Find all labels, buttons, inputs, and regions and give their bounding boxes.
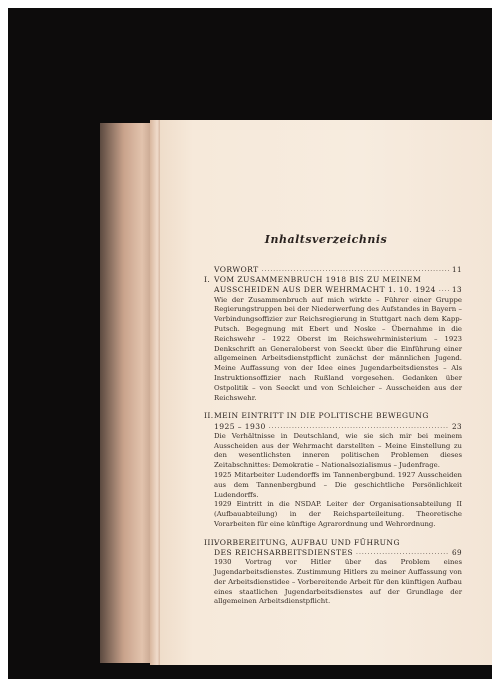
- toc-entry-chapter-1: [204, 275, 462, 403]
- contents-page: [160, 120, 492, 665]
- toc-summary: 1930 Vortrag vor Hitler über das Problem eines Jugendarbeitsdienstes. Zustimmung Hitlers zu meiner Auffassung von der Arbeitsdienstidee – Vorbereitende Arbeit für den künftigen Aufbau eines staatlichen Jugendarbeitsdienstes auf der Grundlage der allgemeinen Arbeitsdienstpflicht.: [214, 558, 462, 606]
- toc-heading-row: [204, 265, 462, 275]
- toc-entry-vorwort: [204, 265, 462, 275]
- toc-heading-row-2: [204, 422, 462, 432]
- toc-summary: Wie der Zusammenbruch auf mich wirkte – Führer einer Gruppe Regierungstruppen bei der Niederwerfung des Aufstandes in Bayern – Verbindungsoffizier zur Reichsregierung in Stuttgart nach dem Kapp-Putsch. Begegnung mit Ebert und Noske – Übernahme in die Reichswehr – 1922 Oberst im Reichswehrministerium – 1923 Denkschrift an Generaloberst von Seeckt über die Einführung einer allgemeinen Arbeitsdienstpflicht zunächst der männlichen Jugend. Meine Auffassung von der Idee eines Jugendarbeitsdienstes – Als Instruktionsoffizier nach Rußland vorgesehen. Gedanken über Ostpolitik – von Seeckt und von Schleicher – Ausscheiden aus der Reichswehr.: [214, 295, 462, 402]
- toc-entry-chapter-3: [204, 538, 462, 607]
- toc-page-number: 13: [452, 285, 462, 295]
- toc-leader-dots: [269, 422, 449, 432]
- toc-heading-row: [204, 411, 462, 421]
- table-of-contents: [204, 265, 462, 607]
- toc-summary: Die Verhältnisse in Deutschland, wie sie sich mir bei meinem Ausscheiden aus der Wehrmacht darstellten – Meine Einstellung zu den wesentlichsten inneren politischen Problemen dieses Zeitabschnittes: Demokratie – Nationalsozialismus – Judenfrage.: [214, 431, 462, 470]
- page-title: Inhaltsverzeichnis: [264, 233, 388, 246]
- toc-heading: MEIN EINTRITT IN DIE POLITISCHE BEWEGUNG: [214, 411, 429, 421]
- toc-heading-row: [204, 275, 462, 285]
- toc-heading: VOM ZUSAMMENBRUCH 1918 BIS ZU MEINEM: [214, 275, 422, 285]
- toc-leader-dots: [356, 548, 449, 558]
- toc-numeral: II.: [204, 411, 214, 421]
- toc-summary-2: 1925 Mitarbeiter Ludendorffs im Tannenbergbund. 1927 Ausscheiden aus dem Tannenbergbund – Die geschichtliche Persönlichkeit Ludendorffs.: [214, 470, 462, 499]
- toc-numeral: III.: [204, 537, 218, 547]
- toc-heading-continued: DES REICHSARBEITSDIENSTES: [214, 547, 354, 557]
- toc-page-number: 11: [452, 265, 462, 274]
- toc-heading-row-2: [204, 548, 462, 558]
- toc-heading: VORWORT: [214, 265, 259, 274]
- toc-heading-row: [204, 538, 462, 548]
- toc-leader-dots: [439, 285, 449, 295]
- toc-heading-continued: AUSSCHEIDEN AUS DER WEHRMACHT 1. 10. 1924: [214, 285, 436, 295]
- toc-entry-chapter-2: [204, 411, 462, 529]
- toc-summary-3: 1929 Eintritt in die NSDAP. Leiter der Organisationsabteilung II (Aufbauabteilung) in der Reichsparteileitung. Theoretische Vorarbeiten für eine künftige Agrarordnung und Wehrordnung.: [214, 500, 462, 528]
- toc-leader-dots: [262, 265, 449, 275]
- toc-page-number: 69: [452, 547, 462, 557]
- toc-numeral: I.: [204, 275, 211, 285]
- toc-page-number: 23: [452, 421, 462, 431]
- toc-heading: VORBEREITUNG, AUFBAU UND FÜHRUNG: [214, 537, 400, 547]
- toc-heading-continued: 1925 – 1930: [214, 421, 266, 431]
- toc-heading-row-2: [204, 285, 462, 295]
